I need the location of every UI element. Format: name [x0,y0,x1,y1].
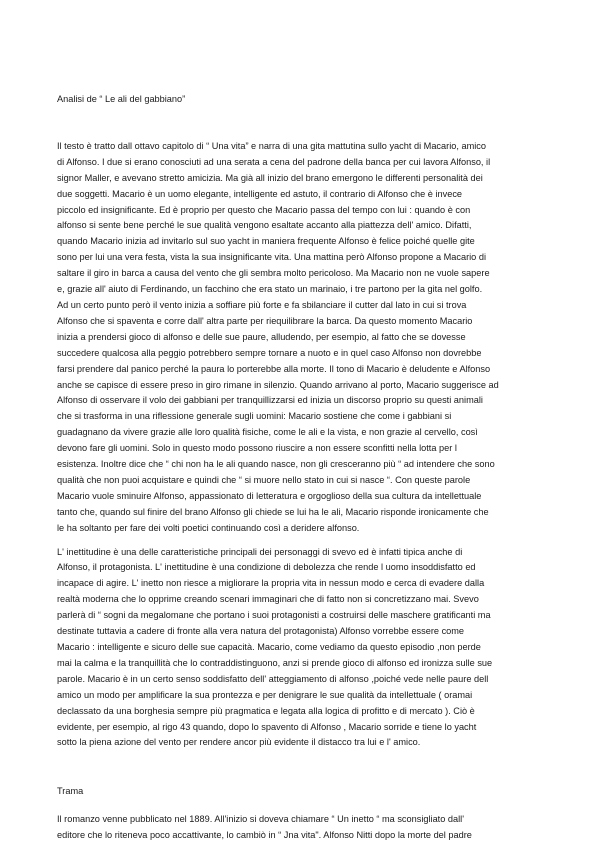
text-line: Il romanzo venne pubblicato nel 1889. All'inizio si doveva chiamare “ Un inetto “ ma sconsigliato dall' [57,814,464,825]
text-line: mai la calma e la tranquillità che lo contraddistinguono, anzi si prende gioco di alfonso ed ironizza sulle sue [57,657,493,668]
text-line: Alfonso, il protagonista. L' inettitudine è una condizione di debolezza che rende l uomo insoddisfatto ed [57,562,476,573]
text-line: saltare il giro in barca a causa del vento che gli sembra molto pericoloso. Ma Macario non ne vuole sapere [57,268,490,279]
paragraph-analysis [57,545,544,752]
text-line: realtà moderna che lo opprime creando scenari immaginari che di fatto non si concretizzano mai. Svevo [57,594,479,605]
text-line: di Alfonso. I due si erano conosciuti ad una serata a cena del padrone della banca per cui lavora Alfonso, il [57,156,491,167]
text-line: tanto che, quando sul finire del brano Alfonso gli chiede se lui ha le ali, Macario risponde ironicamente che [57,506,489,517]
paragraph-trama [57,812,544,844]
text-line: qualità che non puoi acquistare e quindi che “ si muore nello stato in cui si nasce “. Con queste parole [57,474,471,485]
text-line: amico un modo per amplificare la sua prontezza e per denigrare le sue qualità da intellettuale ( oramai [57,689,473,700]
text-line: alfonso si sente bene perché le sue qualità vengono esaltate accanto alla piattezza dell' amico. Difatti, [57,220,472,231]
text-line: guadagnano da vivere grazie alle loro qualità fisiche, come le ali e la vista, e non grazie al cervello, così [57,427,478,438]
text-line: evidente, per esempio, al rigo 43 quando, dopo lo spavento di Alfonso , Macario sorride e tiene lo yacht [57,721,477,732]
text-line: sotto la piena azione del vento per rendere ancor più evidente il distacco tra lui e l' amico. [57,737,421,748]
text-line: piccolo ed insignificante. Ed è proprio per questo che Macario passa del tempo con lui : quando è con [57,204,471,215]
text-line: sono per lui una vera festa, vista la sua insignificante vita. Una mattina però Alfonso propone a Macario di [57,252,486,263]
text-line: Alfonso che si spaventa e corre dall' altra parte per riequilibrare la barca. Da questo momento Macario [57,315,473,326]
text-line: che si trasforma in una riflessione generale sugli uomini: Macario sostiene che come i gabbiani si [57,411,452,422]
section-gap [57,759,544,784]
text-line: inizia a prendersi gioco di alfonso e delle sue paure, alludendo, per esempio, al fatto che se dovesse [57,331,466,342]
text-line: e, grazie all' aiuto di Ferdinando, un facchino che era stato un marinaio, i tre partono per la gita nel golfo. [57,284,483,295]
text-line: due soggetti. Macario è un uomo elegante, intelligente ed astuto, il contrario di Alfonso che è invece [57,188,463,199]
text-line: anche se capisce di essere preso in giro rimane in silenzio. Quando arrivano al porto, Macario suggerisce ad [57,379,499,390]
text-line: le ha soltanto per fare dei volti poetici continuando così a deridere alfonso. [57,522,360,533]
text-line: devono fare gli uomini. Solo in questo modo possono riuscire a non essere sconfitti nella lotta per l [57,443,457,454]
document-title: Analisi de “ Le ali del gabbiano” [57,94,186,104]
text-line: quando Macario inizia ad invitarlo sul suo yacht in maniera frequente Alfonso è felice poiché quelle gite [57,236,475,247]
text-line: L' inettitudine è una delle caratteristiche principali dei personaggi di svevo ed è infatti tipica anche di [57,546,463,557]
text-line: signor Maller, e avevano stretto amicizia. Ma già all inizio del brano emergono le differenti personalità dei [57,172,483,183]
text-line: Macario vuole sminuire Alfonso, appassionato di letteratura e orgoglioso della sua cultura da intellettuale [57,490,482,501]
text-line: destinate tuttavia a cadere di fronte alla vera natura del protagonista) Alfonso vorrebbe essere come [57,626,465,637]
text-line: Ad un certo punto però il vento inizia a soffiare più forte e fa sbilanciare il cutter dal lato in cui si trova [57,299,467,310]
text-line: editore che lo riteneva poco accattivante, lo cambiò in “ Jna vita". Alfonso Nitti dopo la morte del padre [57,830,472,841]
text-line: parlerà di “ sogni da megalomane che portano i suoi protagonisti a costruirsi delle maschere gratificanti ma [57,610,491,621]
section-heading-trama: Trama [57,786,84,797]
text-line: farsi prendere dal panico perché la paura lo porterebbe alla morte. Il tono di Macario è deludente e Alfonso [57,363,491,374]
text-line: Alfonso di osservare il volo dei gabbiani per tranquillizzarsi ed inizia un discorso proprio su questi animali [57,395,483,406]
text-line: declassato da una borghesia sempre più pragmatica e legata alla logica di profitto e di mercato ). Ciò è [57,705,475,716]
text-line: succedere qualcosa alla peggio potrebbero sempre tornare a nuoto e in quel caso Alfonso non dovrebbe [57,347,482,358]
text-line: incapace di agire. L' inetto non riesce a migliorare la propria vita in nessun modo e cerca di evadere dalla [57,578,485,589]
paragraph-summary [57,139,544,537]
text-line: Macario : intelligente e sicuro delle sue capacità. Macario, come vediamo da questo episodio ,non perde [57,642,481,652]
text-line: parole. Macario è in un certo senso soddisfatto dell' atteggiamento di alfonso ,poiché vede nelle paure dell [57,673,489,684]
text-line: esistenza. Inoltre dice che “ chi non ha le ali quando nasce, non gli cresceranno più “ ad intendere che sono [57,459,495,470]
text-line: Il testo è tratto dall ottavo capitolo di “ Una vita” e narra di una gita mattutina sullo yacht di Macario, amico [57,140,486,151]
